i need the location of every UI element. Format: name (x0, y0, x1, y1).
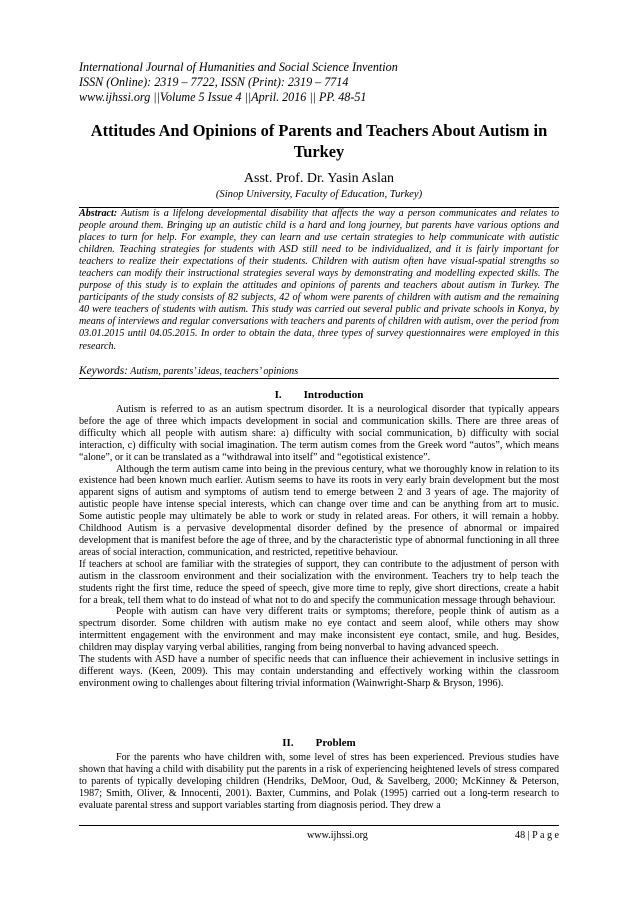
section-title: Problem (315, 737, 356, 749)
abstract-bottom-rule (79, 378, 559, 379)
keywords-text: Autism, parents’ ideas, teachers’ opinions (130, 366, 299, 377)
section-number: II. (282, 737, 294, 749)
abstract-text: Autism is a lifelong developmental disability that affects the way a person communicates and relates to people around them. Bringing up an autistic child is a hard and long journey, but parents have various options and places to turn for help. For example, they can learn and use certain strategies to help communicate with autistic children. Teaching strategies for students with ASD still need to be individualized, and it is fairly important for teachers to realize their expectations of their students. Children with autism often have visual-spatial strengths so teachers can modify their instructional strategies several ways by demonstrating and modelling expected skills. The purpose of this study is to explain the attitudes and opinions of parents and teachers about autism in Turkey. The participants of the study consists of 82 subjects, 42 of whom were parents of children with autism and the remaining 40 were teachers of students with autism. This study was carried out several public and private schools in Konya, by means of interviews and regular conversations with teachers and parents of children with autism, over the period from 03.01.2015 until 04.05.2015. In order to obtain the data, three types of survey questionnaires were employed in this research. (79, 208, 560, 352)
paragraph: Although the term autism came into being in the previous century, what we thoroughly know in relation to its existence had been known much earlier. Autism seems to have its roots in very early brain development but the most apparent signs of autism and symptoms of autism tend to emerge between 2 and 3 years of age. The majority of autistic people have intense special interests, which can change over time and can be anything from art to music. Some autistic people may ultimately be able to work or study in related areas. For others, it will remain a hobby. Childhood Autism is a pervasive developmental disorder defined by the presence of abnormal or impaired development that is manifest before the age of three, and by the characteristic type of abnormal functioning in all three areas of social interaction, communication, and restricted, repetitive behaviour. (79, 463, 559, 558)
abstract (79, 208, 559, 353)
journal-name: International Journal of Humanities and Social Science Invention (79, 60, 398, 74)
section-heading-problem (79, 737, 559, 750)
paragraph: For the parents who have children with, some level of stres has been experienced. Previous studies have shown that having a child with disability put the parents in a risk of experiencing heightened levels of stress compared to parents of typically developing children (Hendriks, DeMoor, Oud, & Savelberg, 2000; McKinney & Peterson, 1987; Smith, Oliver, & Innocenti, 2001). Baxter, Cummins, and Polak (1995) carried out a long-term research to evaluate parental stress and support variables starting from diagnosis period. They drew a (79, 752, 559, 811)
footer-page-number: 48 | P a g e (515, 830, 559, 841)
paper-title: Attitudes And Opinions of Parents and Teachers About Autism in Turkey (90, 121, 548, 161)
introduction-body (79, 404, 559, 690)
paragraph: People with autism can have very different traits or symptoms; therefore, people think of autism as a spectrum disorder. Some children with autism make no eye contact and seem aloof, while others may show intermittent engagement with the environment and may make inconsistent eye contact, smile, and hug. Besides, children may display varying verbal abilities, ranging from being nonverbal to having advanced speech. (79, 606, 559, 654)
paragraph: The students with ASD have a number of specific needs that can influence their achievement in inclusive settings in different ways. (Keen, 2009). This may contain understanding and effectively working within the classroom environment owing to challenges about filtering trivial information (Wainwright-Sharp & Bryson, 1996). (79, 654, 559, 689)
abstract-label: Abstract: (79, 208, 118, 219)
keywords (79, 365, 559, 378)
section-title: Introduction (303, 389, 364, 401)
author-affiliation: (Sinop University, Faculty of Education, Turkey) (215, 189, 423, 200)
footer-url: www.ijhssi.org (307, 830, 368, 841)
paragraph: If teachers at school are familiar with the strategies of support, they can contribute to the adjustment of person with autism in the classroom environment and their socialization with the environment. Teachers try to help teach the students right the first time, reduce the speed of speech, give more time to reply, give short directions, create a habit for a break, tell them what to do instead of what not to do and specify the communication message through behaviour. (79, 558, 559, 606)
footer-rule (79, 825, 559, 826)
keywords-label: Keywords: (79, 365, 128, 377)
section-heading-introduction (79, 389, 559, 402)
problem-body (79, 752, 559, 812)
journal-issn: ISSN (Online): 2319 – 7722, ISSN (Print): 2319 – 7714 (79, 74, 349, 89)
paragraph: Autism is referred to as an autism spectrum disorder. It is a neurological disorder that typically appears before the age of three which impacts development in social and communication skills. There are three areas of difficulty which all people with autism share: a) difficulty with social communication, b) difficulty with social interaction, c) difficulty with social imagination. The term autism comes from the Greek word “autos”, which means “alone”, or it can be translated as a “withdrawal into itself” and “egotistical existence”. (79, 404, 559, 463)
section-number: I. (274, 389, 282, 401)
journal-volume: www.ijhssi.org ||Volume 5 Issue 4 ||April. 2016 || PP. 48-51 (79, 89, 367, 104)
author-name: Asst. Prof. Dr. Yasin Aslan (243, 171, 395, 186)
journal-header (79, 60, 579, 104)
